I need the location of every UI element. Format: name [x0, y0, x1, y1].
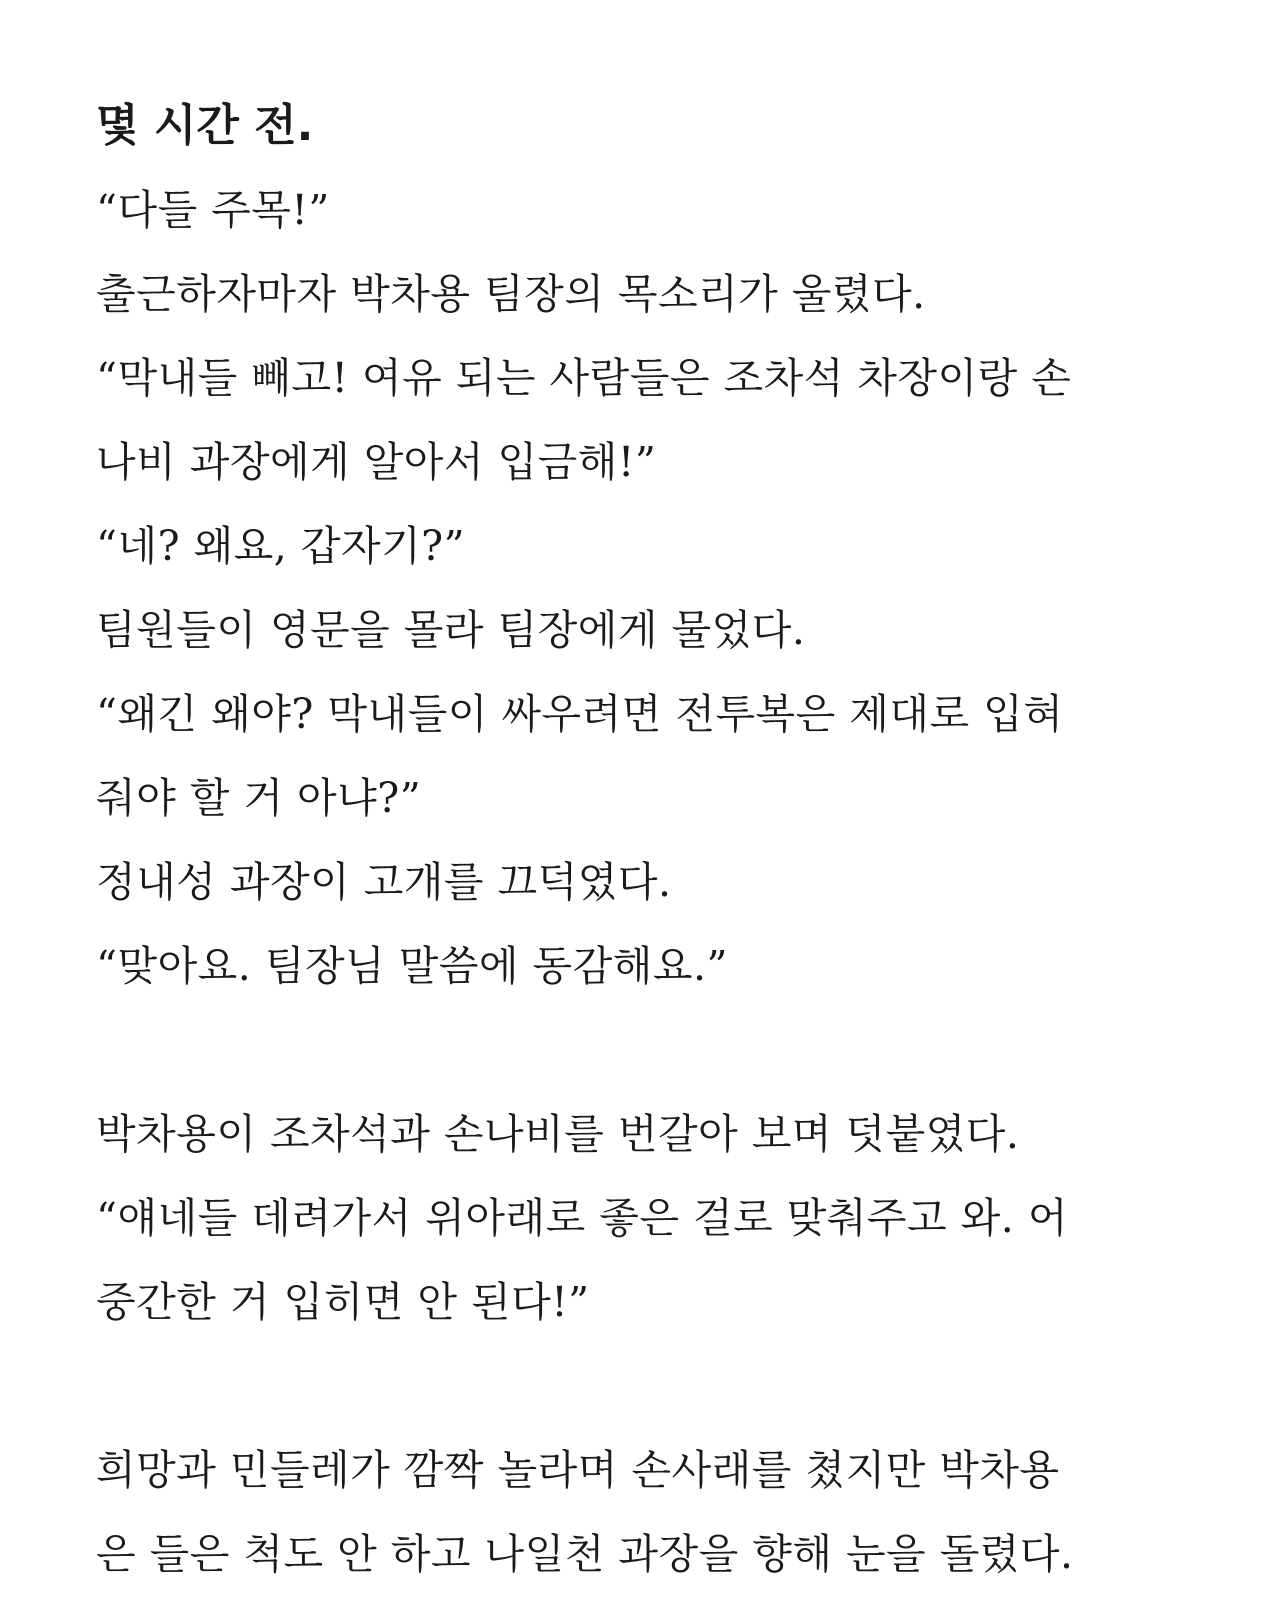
paragraph-break: [96, 1008, 1186, 1092]
text-line: 정내성 과장이 고개를 끄덕였다.: [96, 858, 672, 906]
section-heading: 몇 시간 전.: [96, 100, 314, 151]
text-line: “왜긴 왜야? 막내들이 싸우려면 전투복은 제대로 입혀: [96, 690, 1064, 738]
text-line: 박차용이 조차석과 손나비를 번갈아 보며 덧붙였다.: [96, 1110, 1020, 1158]
text-line: 출근하자마자 박차용 팀장의 목소리가 울렸다.: [96, 270, 926, 318]
text-line: 희망과 민들레가 깜짝 놀라며 손사래를 쳤지만 박차용: [96, 1446, 1060, 1494]
text-line: 줘야 할 거 아냐?”: [96, 774, 422, 822]
text-line: “맞아요. 팀장님 말씀에 동감해요.”: [96, 942, 728, 990]
paragraph-break: [96, 1344, 1186, 1428]
story-page: [96, 84, 1186, 1596]
text-line: 은 들은 척도 안 하고 나일천 과장을 향해 눈을 돌렸다.: [96, 1530, 1074, 1578]
text-line: “다들 주목!”: [96, 186, 330, 234]
text-line: “얘네들 데려가서 위아래로 좋은 걸로 맞춰주고 와. 어: [96, 1194, 1068, 1242]
text-line: “네? 왜요, 갑자기?”: [96, 522, 466, 570]
text-line: 나비 과장에게 알아서 입금해!”: [96, 438, 657, 486]
text-line: 팀원들이 영문을 몰라 팀장에게 물었다.: [96, 606, 806, 654]
text-line: 중간한 거 입히면 안 된다!”: [96, 1278, 590, 1326]
text-line: “막내들 빼고! 여유 되는 사람들은 조차석 차장이랑 손: [96, 354, 1072, 402]
